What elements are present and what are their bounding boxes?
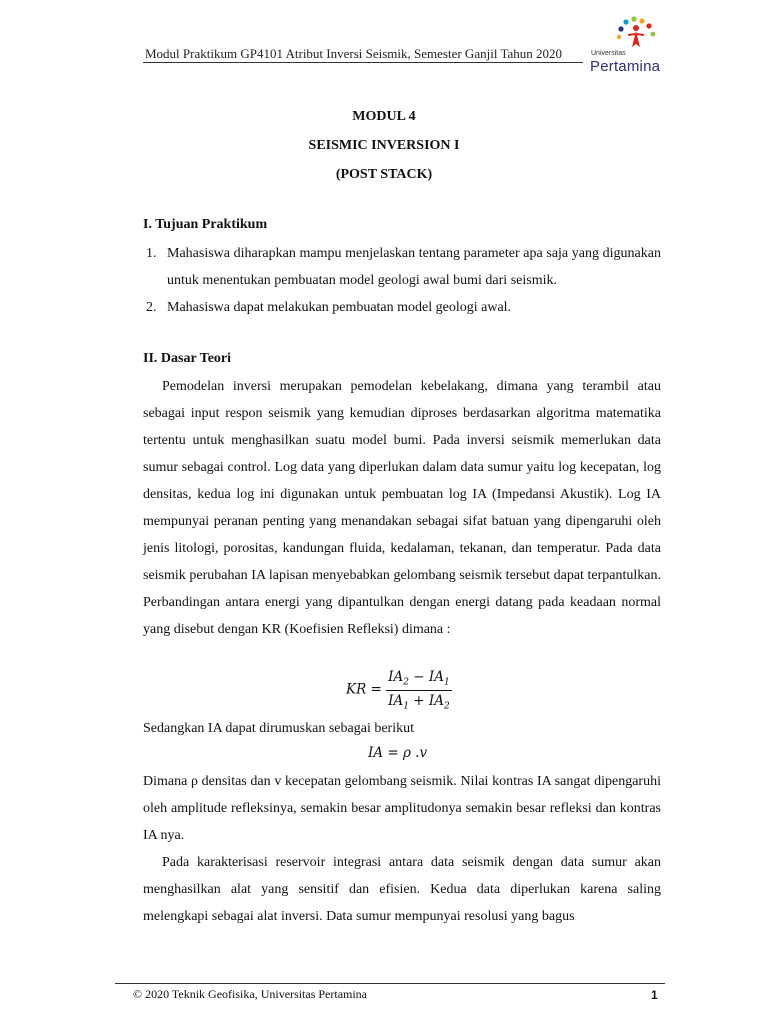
objectives-list [143,240,661,321]
paragraph-3: Dimana ρ densitas dan v kecepatan gelombang seismik. Nilai kontras IA sangat dipengaruhi oleh amplitude refleksinya, semakin besar amplitudonya semakin besar refleksi dan kontras IA nya. [143,774,661,843]
footer-rule [115,983,665,984]
module-title [0,108,768,195]
list-number: 2. [146,300,157,315]
paragraph-1: Pemodelan inversi merupakan pemodelan kebelakang, dimana yang terambil atau sebagai input respon seismik yang kemudian diproses berdasarkan algoritma matematika tertentu untuk menghasilkan suatu model bumi. Pada inversi seismik memerlukan data sumur sebagai control. Log data yang diperlukan dalam data sumur yaitu log kecepatan, log densitas, kedua log ini digunakan untuk pembuatan log IA (Impedansi Akustik). Log IA mempunyai peranan penting yang menandakan sebagai sifat batuan yang dipengaruhi oleh jenis litologi, porositas, kandungan fluida, kedalaman, tekanan, dan temperatur. Pada data seismik perubahan IA lapisan menyebabkan gelombang seismik tersebut dapat terpantulkan. Perbandingan antara energi yang dipantulkan dengan energi datang pada keadaan normal yang disebut dengan KR (Koefisien Refleksi) dimana : [143,379,661,637]
paragraph-4: Pada karakterisasi reservoir integrasi antara data seismik dengan data sumur akan menghasilkan alat yang sensitif dan efisien. Kedua data diperlukan karena saling melengkapi sebagai alat inversi. Data sumur mempunyai resolusi yang bagus [143,855,661,924]
list-text: Mahasiswa diharapkan mampu menjelaskan tentang parameter apa saja yang digunakan untuk menentukan pembuatan model geologi awal bumi dari seismik. [167,246,661,288]
list-number: 1. [146,246,157,261]
logo-caption-small: Universitas [591,50,626,57]
formula-reflection-coefficient [346,669,452,711]
list-text: Mahasiswa dapat melakukan pembuatan model geologi awal. [167,300,512,315]
formula-fraction [386,669,452,711]
formula-numerator: $IA_2 - IA_1$ [386,669,452,691]
formula-lhs: KR = [346,681,382,698]
paragraph-2: Sedangkan IA dapat dirumuskan sebagai berikut [143,721,414,736]
header-rule [143,62,583,63]
logo-caption-name: Pertamina [590,58,661,75]
title-line-2: SEISMIC INVERSION I [308,138,460,153]
running-title: Modul Praktikum GP4101 Atribut Inversi Seismik, Semester Ganjil Tahun 2020 [145,46,562,61]
formula-acoustic-impedance: IA = ρ .v [368,745,428,761]
section-heading-theory: II. Dasar Teori [143,351,232,366]
list-item [143,294,661,321]
list-item [143,240,661,294]
section-heading-objectives: I. Tujuan Praktikum [143,217,268,232]
footer-copyright: © 2020 Teknik Geofisika, Universitas Pertamina [133,987,368,1001]
title-line-1: MODUL 4 [352,109,416,124]
formula-denominator: $IA_1 + IA_2$ [388,692,450,712]
page-number: 1 [651,988,658,1002]
title-line-3: (POST STACK) [335,167,433,182]
